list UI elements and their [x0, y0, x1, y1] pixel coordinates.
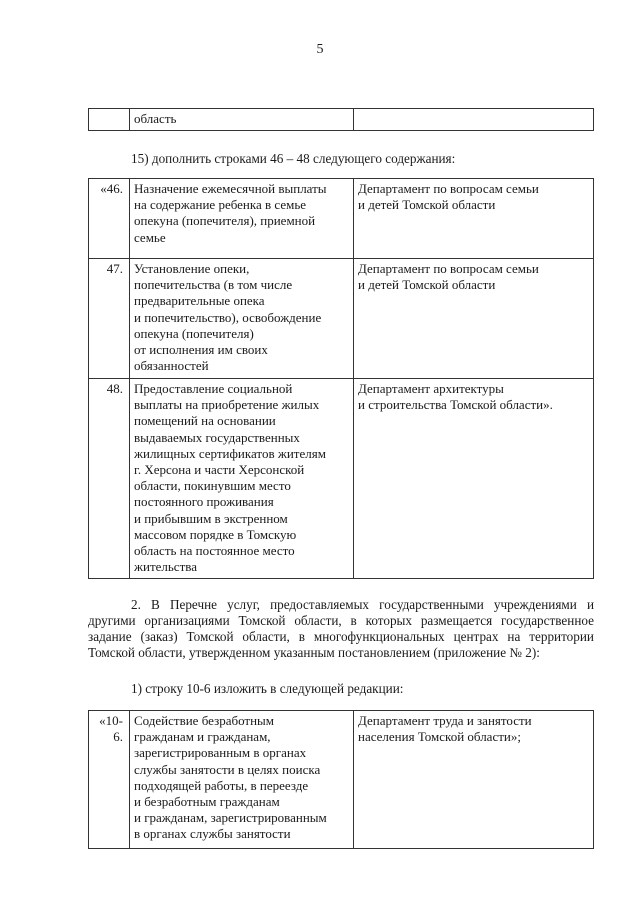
table-row: [89, 711, 594, 849]
table-row: [89, 109, 594, 131]
department-name: Департамент архитектуры и строительства Томской области».: [354, 379, 594, 579]
service-name: Содействие безработным гражданам и гражданам, зарегистрированным в органах службы занятости в целях поиска подходящей работы, в переезде и безработным гражданам и гражданам, зарегистрированным в органах службы занятости: [130, 711, 354, 849]
item-15-text: 15) дополнить строками 46 – 48 следующего содержания:: [131, 151, 456, 166]
service-name: Назначение ежемесячной выплаты на содержание ребенка в семье опекуна (попечителя), приемной семье: [130, 179, 354, 259]
paragraph-2: [88, 597, 594, 661]
table-row-10-6: [88, 710, 594, 849]
table-row: [89, 179, 594, 259]
department-name: Департамент по вопросам семьи и детей Томской области: [354, 179, 594, 259]
table-row: [89, 379, 594, 579]
row-number: 47.: [89, 259, 130, 379]
row-number: [89, 109, 130, 131]
department-name: [354, 109, 594, 131]
service-name: Предоставление социальной выплаты на приобретение жилых помещений на основании выдаваемых государственных жилищных сертификатов жителям г. Херсона и части Херсонской области, покинувшим место постоянного проживания и прибывшим в экстренном массовом порядке в Томскую область на постоянное место жительства: [130, 379, 354, 579]
row-number: «10-6.: [89, 711, 130, 849]
item-1-text: 1) строку 10-6 изложить в следующей редакции:: [131, 681, 404, 696]
table-continuation: [88, 108, 594, 131]
table-rows-46-48: [88, 178, 594, 579]
table-row: [89, 259, 594, 379]
row-number: 48.: [89, 379, 130, 579]
row-number: «46.: [89, 179, 130, 259]
department-name: Департамент по вопросам семьи и детей Томской области: [354, 259, 594, 379]
department-name: Департамент труда и занятости населения Томской области»;: [354, 711, 594, 849]
paragraph-2-text: 2. В Перечне услуг, предоставляемых государственными учреждениями и другими организациями Томской области, в которых размещается государственное задание (заказ) Томской области, в многофункциональных центрах на территории Томской области, утвержденном указанным постановлением (приложение № 2):: [88, 597, 594, 660]
service-name: Установление опеки, попечительства (в том числе предварительные опека и попечительство), освобождение опекуна (попечителя) от исполнения им своих обязанностей: [130, 259, 354, 379]
service-name: область: [130, 109, 354, 131]
page-number: 5: [316, 42, 324, 57]
